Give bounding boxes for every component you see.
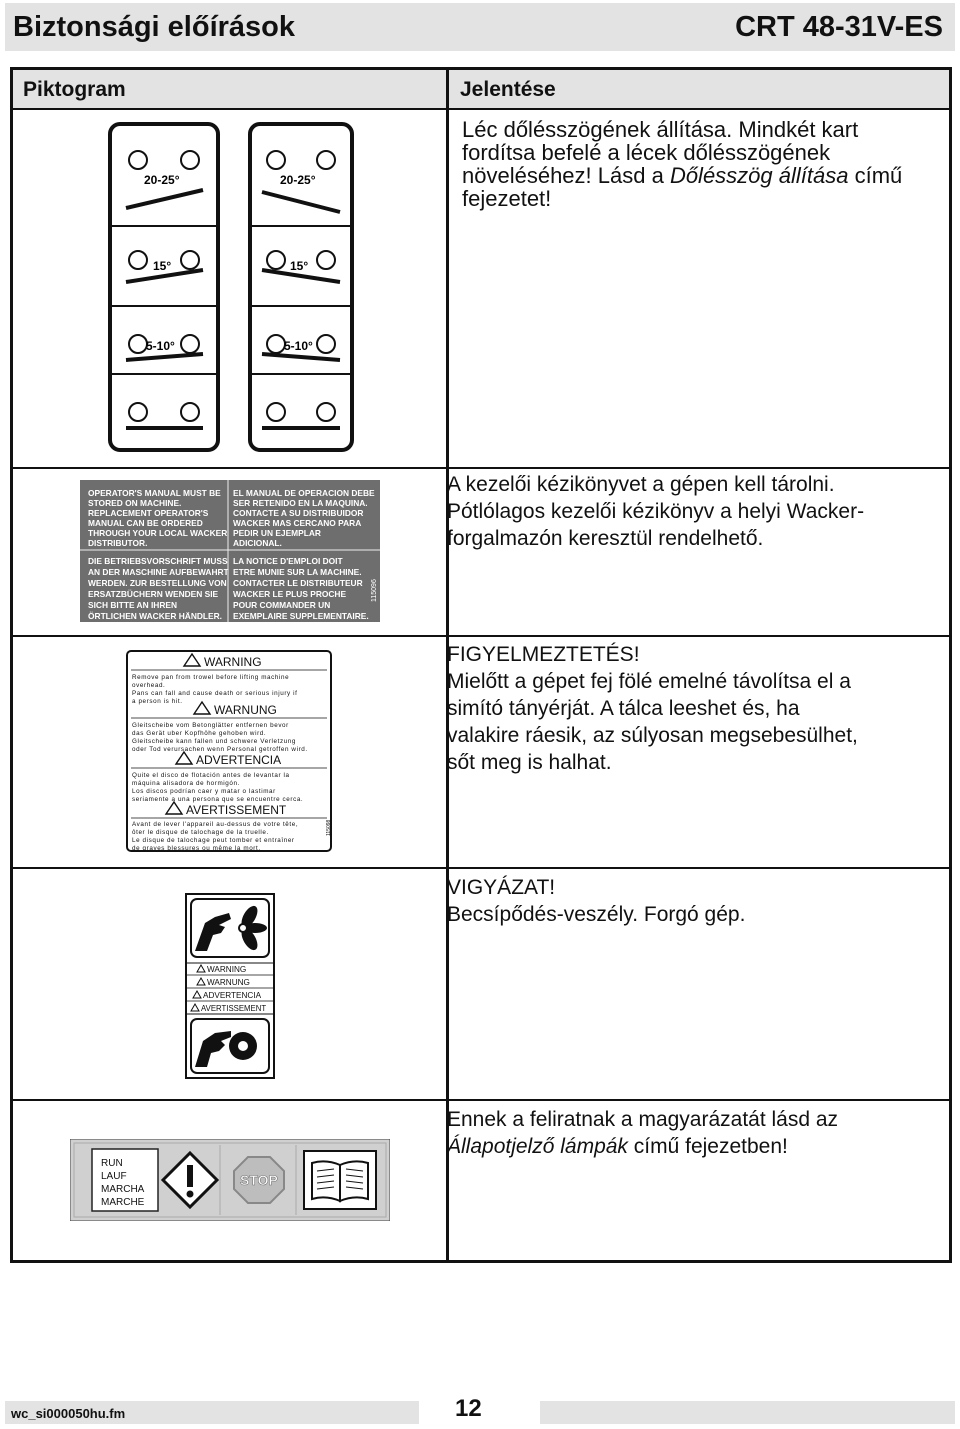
decal-code: 115098 xyxy=(326,819,332,836)
angle-label: 20-25° xyxy=(280,173,316,187)
meaning-line: VIGYÁZAT! xyxy=(447,876,556,899)
decal-text: CONTACTE A SU DISTRIBUIDOR xyxy=(233,508,364,518)
decal-code: 115096 xyxy=(371,579,378,602)
angle-label: 20-25° xyxy=(144,173,180,187)
warning-text: Los discos podrían caer y matar o lastimar xyxy=(132,788,276,795)
page-header xyxy=(5,3,955,51)
decal-text: PEDIR UN EJEMPLAR xyxy=(233,528,321,538)
decal-text: ADICIONAL. xyxy=(233,538,282,548)
stop-label: STOP xyxy=(240,1172,278,1188)
warning-title: WARNING xyxy=(204,655,262,669)
meaning-text: című fejezetben! xyxy=(627,1135,788,1158)
status-lights-decal xyxy=(70,1139,390,1221)
row-divider xyxy=(13,867,949,869)
warning-text: Avant de lever l'appareil au-dessus de votre tête, xyxy=(132,821,299,828)
angle-label: 5-10° xyxy=(146,339,175,353)
model-number: CRT 48-31V-ES xyxy=(735,11,943,43)
decal-text: DISTRIBUTOR. xyxy=(88,538,148,548)
decal-text: THROUGH YOUR LOCAL WACKER xyxy=(88,528,228,538)
angle-label: 5-10° xyxy=(284,339,313,353)
meaning-status-lights xyxy=(447,1106,927,1160)
warning-text: a person is hit. xyxy=(132,698,183,705)
warning-text: ôter le disque de talochage de la truelle. xyxy=(132,829,269,836)
warning-text: overhead. xyxy=(132,682,166,689)
warning-text: máquina alisadora de hormigón. xyxy=(132,780,240,787)
decal-text: WACKER MAS CERCANO PARA xyxy=(233,518,362,528)
meaning-line: simító tányérját. A tálca leeshet és, ha xyxy=(447,697,800,720)
decal-text: CONTACTER LE DISTRIBUTEUR xyxy=(233,578,363,588)
meaning-line: FIGYELMEZTETÉS! xyxy=(447,643,640,666)
warning-label: WARNUNG xyxy=(207,978,250,987)
meaning-line: forgalmazón keresztül rendelhető. xyxy=(447,527,764,550)
meaning-operator-manual xyxy=(447,471,927,552)
warning-text: das Gerät uber Kopfhöhe gehoben wird. xyxy=(132,730,267,737)
warning-text: Quite el disco de flotación antes de levantar la xyxy=(132,772,290,779)
warning-label: WARNING xyxy=(207,965,247,974)
pitch-adjust-decal-left xyxy=(108,122,220,452)
page-title: Biztonsági előírások xyxy=(13,11,296,43)
meaning-blade-pitch xyxy=(462,118,932,210)
meaning-line: Pótlólagos kezelői kézikönyv a helyi Wacker- xyxy=(447,500,865,523)
decal-text: LA NOTICE D'EMPLOI DOIT xyxy=(233,556,343,566)
column-header-meaning: Jelentése xyxy=(449,70,949,110)
decal-text: EXEMPLAIRE SUPPLEMENTAIRE. xyxy=(233,611,369,621)
row-divider xyxy=(13,635,949,637)
warning-title: ADVERTENCIA xyxy=(196,753,282,767)
meaning-line: Mielőtt a gépet fej fölé emelné távolítsa el a xyxy=(447,670,851,693)
decal-text: SER RETENIDO EN LA MAQUINA. xyxy=(233,498,368,508)
decal-text: MANUAL CAN BE ORDERED xyxy=(88,518,203,528)
meaning-line: Becsípődés-veszély. Forgó gép. xyxy=(447,903,746,926)
operator-manual-decal xyxy=(80,480,380,622)
warning-label: ADVERTENCIA xyxy=(203,991,262,1000)
meaning-line xyxy=(447,1133,927,1160)
footer-filename: wc_si000050hu.fm xyxy=(11,1406,126,1421)
manual-book-icon xyxy=(304,1151,376,1209)
meaning-line: sőt meg is halhat. xyxy=(447,751,612,774)
warning-text: Gleitscheibe vom Betonglätter entfernen bevor xyxy=(132,722,289,729)
decal-text: WERDEN. ZUR BESTELLUNG VON xyxy=(88,578,227,588)
footer-file-bar xyxy=(5,1401,419,1424)
decal-text: DIE BETRIEBSVORSCHRIFT MUSS xyxy=(88,556,228,566)
decal-text: OPERATOR'S MANUAL MUST BE xyxy=(88,488,221,498)
run-label: MARCHA xyxy=(101,1184,145,1195)
decal-text: STORED ON MACHINE. xyxy=(88,498,182,508)
meaning-warning-pan xyxy=(447,641,927,776)
decal-text: ÖRTLICHEN WACKER HÄNDLER. xyxy=(88,611,222,621)
warning-text: oder Tod verursachen wenn Personal getroffen wird. xyxy=(132,746,308,753)
warning-label: AVERTISSEMENT xyxy=(201,1004,267,1013)
decal-text: REPLACEMENT OPERATOR'S xyxy=(88,508,209,518)
meaning-line: valakire ráesik, az súlyosan megsebesülhet, xyxy=(447,724,858,747)
row-divider xyxy=(13,1099,949,1101)
warning-text: Le disque de talochage peut tomber et entraîner xyxy=(132,837,295,844)
decal-text: AN DER MASCHINE AUFBEWAHRT xyxy=(88,567,229,577)
warning-text: seriamente a una persona que se encuentre cerca. xyxy=(132,796,304,803)
decal-text: WACKER LE PLUS PROCHE xyxy=(233,589,347,599)
footer-bar-right xyxy=(540,1401,955,1424)
decal-text: SICH BITTE AN IHREN xyxy=(88,600,178,610)
decal-text: ETRE MUNIE SUR LA MACHINE. xyxy=(233,567,362,577)
warning-text: Gleitscheibe kann fallen und schwere Verletzung xyxy=(132,738,297,745)
meaning-text: Léc dőlésszögének állítása. Mindkét kart fordítsa befelé a lécek dőlésszögének növeléséhez! Lásd a xyxy=(462,117,859,188)
meaning-text: című fejezetet! xyxy=(462,163,903,211)
pitch-adjust-decal-right xyxy=(248,122,354,452)
decal-text: POUR COMMANDER UN xyxy=(233,600,331,610)
pinch-hazard-decal xyxy=(185,893,275,1079)
row-divider xyxy=(13,467,949,469)
column-header-pictogram: Piktogram xyxy=(13,70,446,110)
meaning-reference: Dőlésszög állítása xyxy=(669,163,849,188)
run-label: MARCHE xyxy=(101,1197,145,1208)
decal-text: ERSATZBÜCHERN WENDEN SIE xyxy=(88,589,219,599)
angle-label: 15° xyxy=(153,259,172,273)
warning-title: AVERTISSEMENT xyxy=(186,803,287,817)
warning-text: Remove pan from trowel before lifting machine xyxy=(132,674,290,681)
decal-text: EL MANUAL DE OPERACION DEBE xyxy=(233,488,375,498)
run-label: LAUF xyxy=(101,1171,127,1182)
meaning-line: Ennek a feliratnak a magyarázatát lásd az xyxy=(447,1108,839,1131)
page-number: 12 xyxy=(455,1395,482,1422)
meaning-reference: Állapotjelző lámpák xyxy=(447,1135,628,1158)
warning-text: de graves blessures ou même la mort. xyxy=(132,845,261,852)
run-label: RUN xyxy=(101,1158,123,1169)
warning-text: Pans can fall and cause death or serious injury if xyxy=(132,690,298,697)
angle-label: 15° xyxy=(290,259,309,273)
warning-title: WARNUNG xyxy=(214,703,277,717)
meaning-line: A kezelői kézikönyvet a gépen kell tárolni. xyxy=(447,473,835,496)
pan-removal-warning-decal xyxy=(126,650,332,852)
stop-sign-icon xyxy=(234,1157,284,1203)
meaning-caution-pinch xyxy=(447,874,927,928)
